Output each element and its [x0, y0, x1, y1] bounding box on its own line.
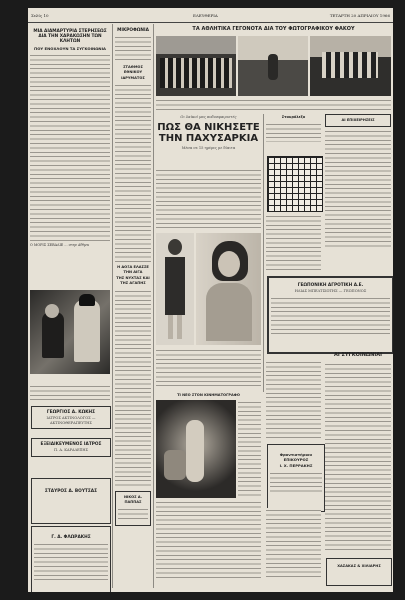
business-box: [325, 114, 391, 127]
left-listings: [266, 360, 321, 440]
column-rule: [153, 24, 154, 588]
model-photo-1: [156, 233, 194, 345]
transport-section: ΑΙ ΣΥΓΚΟΙΝΩΝΙΑΙ: [334, 352, 382, 358]
header-left: Σελίς 10: [31, 13, 49, 18]
col2-subtitle: ΣΤΑΘΜΟΣ ΕΘΝΙΚΟΥ ΙΔΡΥΜΑΤΟΣ: [121, 65, 145, 80]
transport-listings: [325, 362, 391, 552]
ad1-subtitle: ΙΑΤΡΟΣ ΑΚΤΙΝΟΛΟΓΟΣ — ΑΚΤΙΝΟΘΕΡΑΠΕΥΤΗΣ: [46, 416, 96, 425]
cinema-kicker: ΤΙ ΝΕΟ ΣΤΟΝ ΚΙΝΗΜΑΤΟΓΡΑΦΟ: [177, 393, 240, 397]
agro-title: ΓΕΩΠΟΝΙΚΗ ΑΓΡΟΤΙΚΗ Α.Ε.: [297, 283, 364, 288]
match-photo-1: [238, 36, 308, 96]
col1-text: [30, 53, 110, 241]
match-photo-2: [310, 36, 391, 96]
newspaper-page: [28, 8, 393, 592]
tutoring-ad: [267, 444, 325, 512]
article-deck: Μέσα σε 15 ημέρες με δίαιτα: [181, 146, 236, 151]
article-kicker: Οι λαϊκοί μας ποδοσφαιριστές: [180, 115, 237, 119]
column-rule: [112, 24, 113, 588]
column-1: [30, 24, 110, 588]
header-center: ΕΛΕΥΘΕΡΙΑ: [193, 13, 218, 18]
photos-caption: [156, 98, 391, 112]
cinema-side-text: [238, 400, 261, 498]
article-text-2: [156, 348, 261, 388]
tutoring-subtitle: Ι. Χ. ΠΕΡΡΑΚΗΣ: [279, 463, 313, 469]
business-title: ΑΙ ΕΠΙΧΕΙΡΗΣΕΙΣ: [341, 118, 375, 122]
team-photo: [156, 36, 236, 96]
col1-subtitle: ΠΟΥ ΕΝΟΧΛΟΥΝ ΤΑ ΣΥΓΚΟΙΝΩΝΙΑ: [34, 45, 106, 51]
col1-photo: [30, 290, 110, 374]
bottom-ad: [326, 558, 392, 586]
col2-title: ΜΙΚΡΟΦΩΝΙΑ: [117, 28, 149, 33]
crossword-clues: [266, 214, 321, 270]
page-header: [28, 8, 393, 23]
cinema-photo: [156, 400, 236, 498]
ad2-subtitle: Π. Α. ΚΑΡΑΛΕΞΗΣ: [53, 448, 88, 453]
bottom-ad-title: ΧΑΣΑΚΑΣ & ΧΙΛΙΑΡΗΣ: [337, 564, 381, 568]
ad3-title: ΣΤΑΥΡΟΣ Δ. ΒΟΥΤΣΑΣ: [44, 489, 98, 494]
tutoring-title: Φροντιστήριον ΕΠΙΚΟΥΡΟΣ: [279, 452, 313, 463]
ad4-title: Γ. Δ. ΦΛΩΡΑΚΗΣ: [51, 535, 91, 540]
column-2: [115, 24, 151, 588]
article-headline: ΠΩΣ ΘΑ ΝΙΚΗΣΕΤΕ ΤΗΝ ΠΑΧΥΣΑΡΚΙΑ: [157, 122, 260, 145]
column-rule: [263, 114, 264, 392]
col1-title: ΜΙΑ ΔΙΑΜΑΡΤΥΡΙΑ ΣΤΕΡΗΣΕΩΣ ΔΙΑ ΤΗΝ ΧΑΡΑΚΩΣΗΝ ΤΩΝ ΚΛΗΤΩΝ: [33, 29, 107, 45]
ad-box-4: [31, 526, 111, 592]
col1-photo-text: [30, 384, 110, 402]
col2-bottom-title: ΝΙΚΟΣ Δ. ΠΑΠΠΑΣ: [123, 494, 143, 504]
article-text: [156, 168, 261, 230]
ad1-title: ΓΕΩΡΓΙΟΣ Α. ΚΩΚΗΣ: [46, 410, 96, 415]
lower-right-text: [266, 508, 321, 578]
ad-box-3: [31, 478, 111, 524]
agro-ad: [267, 276, 393, 354]
top-banner: ΤΑ ΑΘΛΗΤΙΚΑ ΓΕΓΟΝΟΤΑ ΔΙΑ ΤΟΥ ΦΩΤΟΓΡΑΦΙΚΟΥ ΦΑΚΟΥ: [192, 26, 355, 32]
ad2-title: ΕΞΕΙΔΙΚΕΥΜΕΝΟΣ ΙΑΤΡΟΣ: [40, 442, 102, 447]
cinema-text: [156, 500, 261, 580]
ad-box-2: [31, 438, 111, 457]
crossword-title: Σταυρόλεξο: [281, 115, 306, 119]
col1-photo-caption: Ο ΜΟΡΙΣ ΣΕΒΑΛΙΕ ... στην Αθήνα: [30, 242, 89, 247]
crossword-grid: [267, 156, 323, 212]
header-right: ΤΕΤΑΡΤΗ 20 ΑΠΡΙΛΙΟΥ 1966: [329, 13, 390, 18]
ad-box-1: [31, 406, 111, 429]
col2-box: [115, 491, 151, 526]
col2-mid2: ΤΗΣ ΝΥΧΤΑΣ ΚΑΙ ΤΗΣ ΑΓΑΠΗΣ: [116, 276, 150, 286]
model-photo-2: [196, 233, 261, 345]
col2-mid: Η ΔΟΞΑ ΕΛΑΣΣΕ ΤΗΝ ΑΙΓΑ: [117, 264, 149, 275]
agro-subtitle: ΗΛΙΑΣ ΜΠΕΛΤΣΙΩΤΗΣ — ΓΕΩΠΟΝΟΣ: [294, 289, 367, 294]
